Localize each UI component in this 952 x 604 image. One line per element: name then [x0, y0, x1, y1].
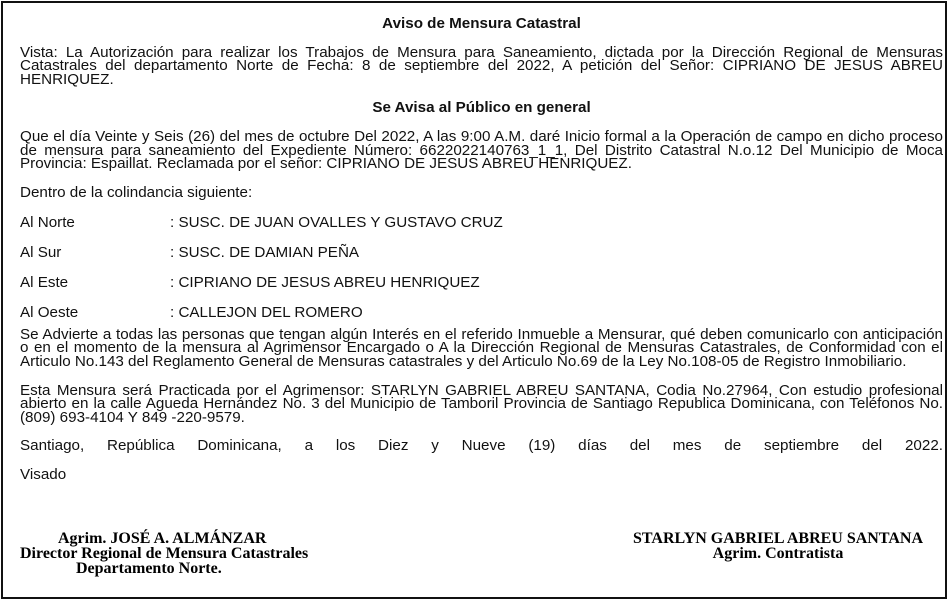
colindancia-intro: Dentro de la colindancia siguiente: [20, 183, 253, 201]
notice-title: Aviso de Mensura Catastral [382, 15, 581, 32]
warning-paragraph: Se Advierte a todas las personas que tengan algún Interés en el referido Inmueble a Mensurar, qué deben comunicarlo con anticipación o en el momento de la mensura al Agrimensor Encargado o A la Dirección Regional de Mensuras Catastrales, de Conformidad con el Articulo No.143 del Reglamento General de Mensuras catastrales y del Articulo No.69 de la Ley No.108-05 de Registro Inmobiliario. [20, 325, 943, 370]
public-notice-heading: Se Avisa al Público en general [372, 99, 591, 117]
surveyor-paragraph: Esta Mensura será Practicada por el Agrimensor: STARLYN GABRIEL ABREU SANTANA, Codia No.27964, Con estudio profesional abierto en la calle Agueda Hernández No. 3 del Municipio de Tamboril Provincia de Santiago Republica Dominicana, con Teléfonos No. (809) 693-4104 Y 849 -220-9579. [20, 381, 943, 426]
contractor-role: Agrim. Contratista [712, 545, 844, 562]
signature-director [20, 531, 360, 576]
boundary-label: Al Norte [20, 213, 75, 231]
boundary-west [20, 303, 943, 328]
boundary-value: : CIPRIANO DE JESUS ABREU HENRIQUEZ [170, 273, 480, 291]
boundary-south [20, 243, 943, 276]
vista-paragraph: Vista: La Autorización para realizar los Trabajos de Mensura para Saneamiento, dictada por la Dirección Regional de Mensuras Catastrales del departamento Norte de Fecha: 8 de septiembre del 2022, A petición del Señor: CIPRIANO DE JESUS ABREU HENRIQUEZ. [20, 43, 943, 88]
place-date: Santiago, República Dominicana, a los Diez y Nueve (19) días del mes de septiembre del 2022. [20, 437, 943, 455]
boundary-value: : CALLEJON DEL ROMERO [170, 303, 363, 321]
director-name: Agrim. JOSÉ A. ALMÁNZAR [58, 530, 267, 547]
boundary-value: : SUSC. DE JUAN OVALLES Y GUSTAVO CRUZ [170, 213, 503, 231]
notice-paragraph: Que el día Veinte y Seis (26) del mes de octubre Del 2022, A las 9:00 A.M. daré Inicio formal a la Operación de campo en dicho proceso de mensura para saneamiento del Expediente Número: 6622022140763_1_1, Del Distrito Catastral N.o.12 Del Municipio de Moca Provincia: Espaillat. Reclamada por el señor: CIPRIANO DE JESUS ABREU HENRIQUEZ. [20, 127, 943, 173]
visado-label: Visado [20, 465, 67, 483]
signature-contractor [613, 531, 943, 561]
boundary-east [20, 273, 943, 306]
boundary-north [20, 213, 943, 246]
director-dept: Departamento Norte. [76, 560, 222, 577]
boundary-value: : SUSC. DE DAMIAN PEÑA [170, 243, 360, 261]
contractor-name: STARLYN GABRIEL ABREU SANTANA [633, 530, 923, 547]
director-role: Director Regional de Mensura Catastrales [20, 545, 309, 562]
boundary-label: Al Este [20, 273, 69, 291]
boundary-label: Al Oeste [20, 303, 79, 321]
notice-frame [1, 1, 947, 599]
boundary-label: Al Sur [20, 243, 62, 261]
notice-content [20, 13, 943, 482]
